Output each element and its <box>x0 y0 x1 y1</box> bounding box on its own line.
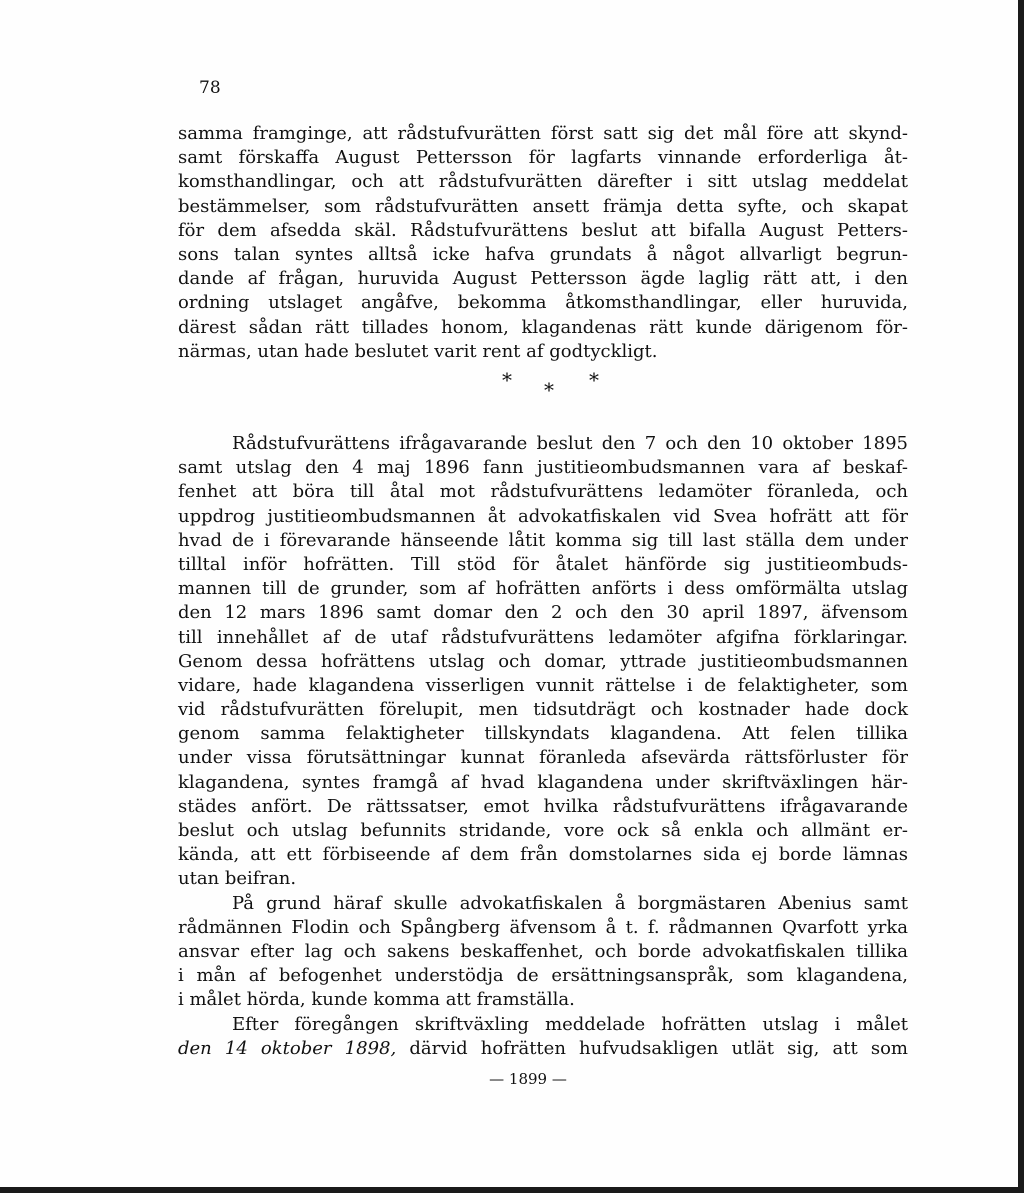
text-line: mannen till de grunder, som af hofrätten anförts i dess omförmälta utslag <box>178 578 908 600</box>
text-line: för dem afsedda skäl. Rådstufvurättens beslut att bifalla August Petters- <box>178 219 908 241</box>
date-reference: den 14 oktober 1898, <box>178 1037 397 1059</box>
text-line: samt förskaffa August Pettersson för lagfarts vinnande erforderliga åt- <box>178 147 908 169</box>
text-line: till innehållet af de utaf rådstufvurättens ledamöter afgifna förklaringar. <box>178 626 908 648</box>
text-line <box>178 1037 908 1061</box>
text-line: Efter föregången skriftväxling meddelade hofrätten utslag i målet <box>232 1013 908 1035</box>
divider-asterisk: * <box>502 368 512 392</box>
signature-mark <box>0 1070 1024 1088</box>
text-line: sons talan syntes alltså icke hafva grundats å något allvarligt begrun- <box>178 243 908 265</box>
text-line: i målet hörda, kunde komma att framställa. <box>178 989 575 1011</box>
divider-asterisk: * <box>544 378 554 402</box>
text-line: vid rådstufvurätten förelupit, men tidsutdrägt och kostnader hade dock <box>178 699 908 721</box>
text-line: under vissa förutsättningar kunnat föranleda afsevärda rättsförluster för <box>178 747 908 769</box>
text-line: samma framginge, att rådstufvurätten först satt sig det mål före att skynd- <box>178 123 908 144</box>
text-line: Genom dessa hofrättens utslag och domar, yttrade justitieombudsmannen <box>178 650 908 672</box>
text-line: Rådstufvurättens ifrågavarande beslut den 7 och den 10 oktober 1895 <box>232 433 908 454</box>
paragraph-1 <box>178 122 908 364</box>
text-line: klagandena, syntes framgå af hvad klagandena under skriftväxlingen här- <box>178 771 908 793</box>
text-line: beslut och utslag befunnits stridande, vore ock så enkla och allmänt er- <box>178 820 908 841</box>
text-line: fenhet att böra till åtal mot rådstufvurättens ledamöter föranleda, och <box>178 481 908 503</box>
divider-asterisk: * <box>589 368 599 392</box>
text-line: i mån af befogenhet understödja de ersättningsanspråk, som klagandena, <box>178 965 908 987</box>
text-line-rest: därvid hofrätten hufvudsakligen utlät sig, att som <box>396 1037 908 1059</box>
text-line: ansvar efter lag och sakens beskaffenhet, och borde advokatfiskalen tillika <box>178 940 908 962</box>
scan-edge-bottom <box>0 1187 1024 1193</box>
text-line: hvad de i förevarande hänseende låtit komma sig till last ställa dem under <box>178 529 908 551</box>
text-line: På grund häraf skulle advokatfiskalen å borgmästaren Abenius samt <box>232 892 908 914</box>
paragraph-2 <box>178 432 908 1061</box>
text-line: genom samma felaktigheter tillskyndats klagandena. Att felen tillika <box>178 723 908 745</box>
scan-edge-right <box>1018 0 1024 1193</box>
text-line: den 12 mars 1896 samt domar den 2 och den 30 april 1897, äfvensom <box>178 602 908 624</box>
text-line: komsthandlingar, och att rådstufvurätten därefter i sitt utslag meddelat <box>178 171 908 193</box>
text-line: vidare, hade klagandena visserligen vunnit rättelse i de felaktigheter, som <box>178 674 908 696</box>
text-line: uppdrog justitieombudsmannen åt advokatfiskalen vid Svea hofrätt att för <box>178 505 908 527</box>
text-line: närmas, utan hade beslutet varit rent af godtyckligt. <box>178 340 658 362</box>
text-line: därest sådan rätt tillades honom, klagandenas rätt kunde därigenom för- <box>178 316 908 338</box>
text-line: tilltal inför hofrätten. Till stöd för åtalet hänförde sig justitieombuds- <box>178 553 908 575</box>
text-line: kända, att ett förbiseende af dem från domstolarnes sida ej borde lämnas <box>178 844 908 866</box>
text-line: samt utslag den 4 maj 1896 fann justitieombudsmannen vara af beskaf- <box>178 457 908 479</box>
text-line: städes anfört. De rättssatser, emot hvilka rådstufvurättens ifrågavarande <box>178 795 908 817</box>
text-line: dande af frågan, huruvida August Pettersson ägde laglig rätt att, i den <box>178 268 908 290</box>
signature-mark-text: — 1899 — <box>489 1070 567 1088</box>
text-line: ordning utslaget angåfve, bekomma åtkomsthandlingar, eller huruvida, <box>178 292 908 314</box>
text-line: rådmännen Flodin och Spångberg äfvensom å t. f. rådmannen Qvarfott yrka <box>178 916 908 938</box>
text-line: utan beifran. <box>178 868 297 890</box>
page-number: 78 <box>199 78 221 98</box>
section-divider <box>0 368 1024 408</box>
text-line: bestämmelser, som rådstufvurätten ansett främja detta syfte, och skapat <box>178 195 908 217</box>
